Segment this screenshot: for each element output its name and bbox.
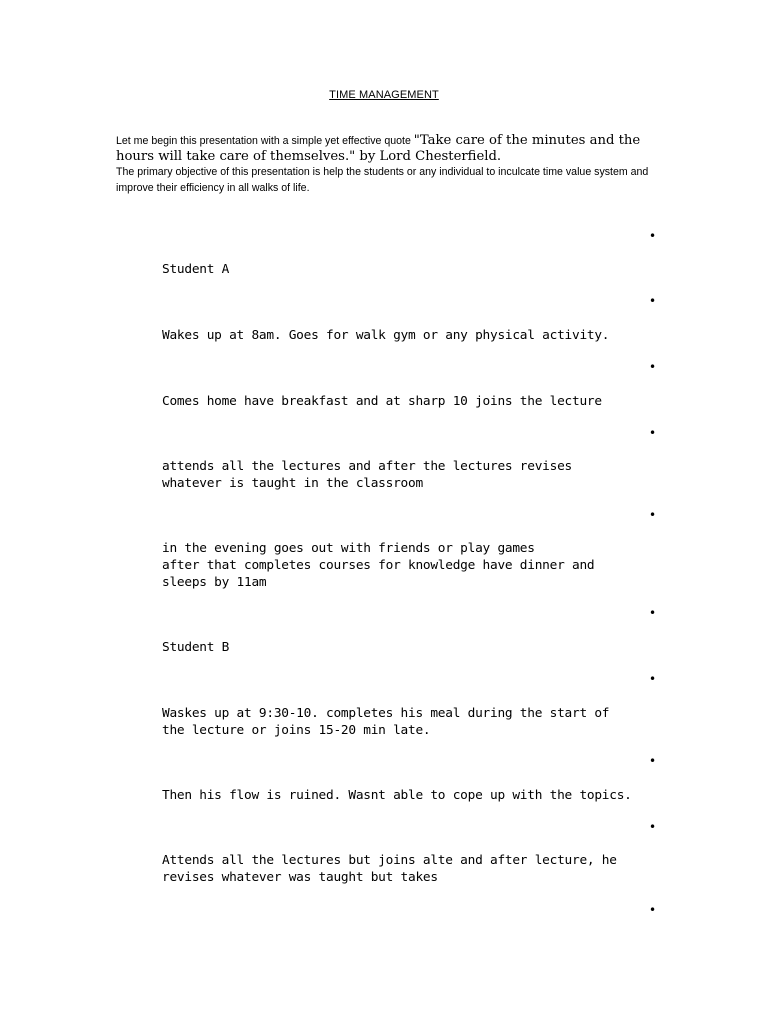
- bullet-icon: •: [648, 672, 657, 686]
- document-title: TIME MANAGEMENT: [329, 89, 439, 101]
- list-item: Then his flow is ruined. Wasnt able to cope up with the topics.: [162, 788, 632, 803]
- bullet-icon: •: [648, 229, 657, 243]
- bullet-icon: •: [648, 820, 657, 834]
- bullet-icon: •: [648, 606, 657, 620]
- intro-lead: Let me begin this presentation with a simple yet effective quote: [116, 135, 411, 147]
- list-item: Waskes up at 9:30-10. completes his meal during the start of the lecture or joins 15-20 min late.: [162, 706, 610, 738]
- list-item: Comes home have breakfast and at sharp 10 joins the lecture: [162, 394, 602, 409]
- list-item: in the evening goes out with friends or play games after that completes courses for knowledge have dinner and sleeps by 11am: [162, 541, 595, 590]
- bullet-icon: •: [648, 508, 657, 522]
- bullet-icon: •: [648, 294, 657, 308]
- bullet-icon: •: [648, 426, 657, 440]
- bullet-icon: •: [648, 360, 657, 374]
- bullet-icon: •: [648, 754, 657, 768]
- intro-paragraph: [116, 133, 656, 196]
- list-item: Student A: [162, 262, 230, 277]
- list-item: Student B: [162, 640, 230, 655]
- list-item: attends all the lectures and after the lectures revises whatever is taught in the classroom: [162, 459, 572, 491]
- list-item: Attends all the lectures but joins alte and after lecture, he revises whatever was taught but takes: [162, 853, 617, 885]
- intro-objective: The primary objective of this presentation is help the students or any individual to inculcate time value system and improve their efficiency in all walks of life.: [116, 166, 649, 194]
- intro-quote: "Take care of the minutes and the hours will take care of themselves." by Lord Chesterfield.: [116, 133, 641, 164]
- bullet-icon: •: [648, 903, 657, 917]
- list-item: Wakes up at 8am. Goes for walk gym or any physical activity.: [162, 328, 610, 343]
